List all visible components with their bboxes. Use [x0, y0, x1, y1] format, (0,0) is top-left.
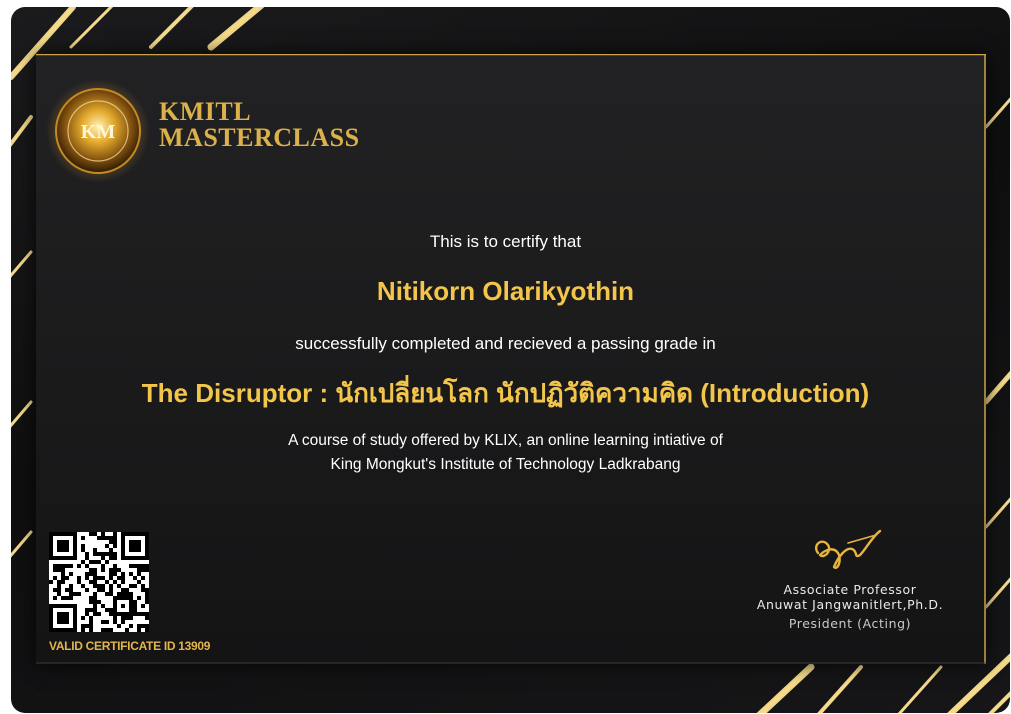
description-line1: A course of study offered by KLIX, an online learning intiative of	[288, 432, 723, 449]
certificate-id: VALID CERTIFICATE ID 13909	[49, 639, 211, 653]
signatory-title: Associate Professor	[783, 582, 917, 597]
description-line2: King Mongkut's Institute of Technology Ladkrabang	[330, 456, 681, 473]
brand-wordmark	[159, 99, 360, 151]
qr-code-pattern	[49, 532, 149, 632]
course-title: The Disruptor : นักเปลี่ยนโลก นักปฏิวัติความคิด (Introduction)	[141, 378, 870, 408]
recipient-name: Nitikorn Olarikyothin	[376, 276, 635, 306]
svg-text:KM: KM	[80, 121, 116, 143]
signature-image	[808, 523, 888, 573]
signatory-position: President (Acting)	[788, 616, 912, 631]
kmitl-masterclass-logo	[45, 78, 151, 184]
certify-intro: This is to certify that	[429, 232, 582, 251]
signatory-name: Anuwat Jangwanitlert,Ph.D.	[756, 597, 944, 612]
brand-line1: KMITL	[159, 97, 252, 126]
completion-statement: successfully completed and recieved a passing grade in	[295, 334, 716, 353]
brand-line2: MASTERCLASS	[159, 123, 360, 152]
course-description	[0, 429, 1011, 477]
verification-qr-code[interactable]	[49, 532, 149, 632]
